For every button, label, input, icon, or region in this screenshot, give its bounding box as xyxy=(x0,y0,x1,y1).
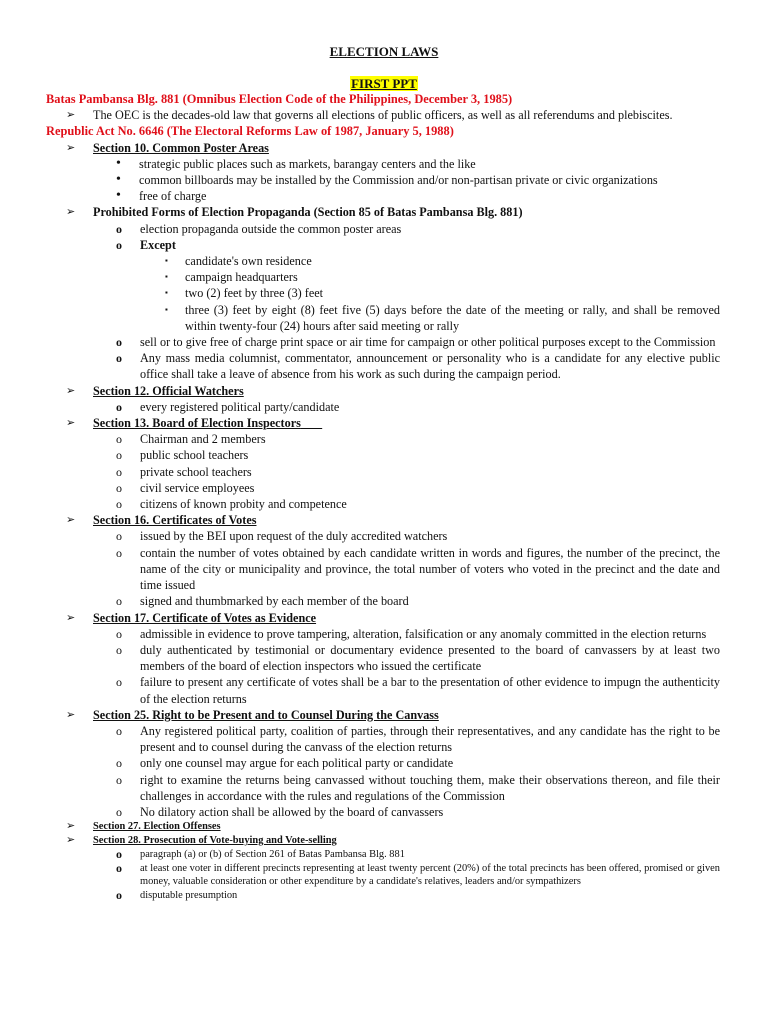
list-item: o every registered political party/candidate xyxy=(116,399,340,414)
list-item: o No dilatory action shall be allowed by the board of canvassers xyxy=(116,804,444,819)
circle-bullet-icon: o xyxy=(116,675,122,690)
list-item: o admissible in evidence to prove tampering, alteration, falsification or any anomaly committed in the election returns xyxy=(116,626,707,641)
circle-bullet-icon: o xyxy=(116,529,122,544)
list-item: o sell or to give free of charge print space or air time for campaign or other political purposes except to the Commission xyxy=(116,335,716,350)
list-item: ▪ three (3) feet by eight (8) feet five (5) days before the date of the meeting or rally, and shall be removed within twenty-four (24) hours after said meeting or rally xyxy=(165,302,720,333)
section-heading: ➢ Prohibited Forms of Election Propaganda (Section 85 of Batas Pambansa Blg. 881) xyxy=(66,205,523,220)
list-item: ▪ campaign headquarters xyxy=(165,270,298,285)
list-item: o citizens of known probity and competence xyxy=(116,497,347,512)
list-item: ▪ two (2) feet by three (3) feet xyxy=(165,286,324,301)
square-bullet-icon: ▪ xyxy=(165,288,168,298)
list-item: • free of charge xyxy=(116,188,207,204)
circle-bullet-icon: o xyxy=(116,626,122,641)
list-item: o signed and thumbmarked by each member of the board xyxy=(116,594,409,609)
list-item: o at least one voter in different precincts representing at least twenty percent (20%) of the total precincts has been offered, promised or given money, valuable consideration or other expenditure by a candidate's relatives, leaders and/or sympathizers xyxy=(116,860,720,888)
circle-bullet-icon: o xyxy=(116,594,122,609)
circle-bullet-icon: o xyxy=(116,432,122,447)
list-item: o paragraph (a) or (b) of Section 261 of Batas Pambansa Blg. 881 xyxy=(116,846,405,861)
circle-bullet-icon: o xyxy=(116,237,122,252)
list-item: o Any mass media columnist, commentator, announcement or personality who is a candidate for any elective public office shall take a leave of absence from his work as such during the campaign period. xyxy=(116,351,720,382)
list-item: o duly authenticated by testimonial or documentary evidence presented to the board of canvassers by at least two members of the board of election inspectors who issued the certificate xyxy=(116,642,720,674)
circle-bullet-icon: o xyxy=(116,756,122,771)
arrow-bullet-icon: ➢ xyxy=(66,417,76,430)
arrow-bullet-icon: ➢ xyxy=(66,141,76,154)
circle-bullet-icon: o xyxy=(116,723,122,738)
section-heading: ➢ Section 28. Prosecution of Vote-buying and Vote-selling xyxy=(66,833,337,846)
circle-bullet-icon: o xyxy=(116,221,122,236)
square-bullet-icon: ▪ xyxy=(165,256,168,266)
circle-bullet-icon: o xyxy=(116,351,122,366)
circle-bullet-icon: o xyxy=(116,642,122,657)
list-item: o failure to present any certificate of votes shall be a bar to the presentation of other evidence to impugn the authenticity of the election returns xyxy=(116,675,720,706)
circle-bullet-icon: o xyxy=(116,497,122,512)
list-item: • common billboards may be installed by the Commission and/or non-partisan private or civic organizations xyxy=(116,172,658,188)
list-item: o Except xyxy=(116,237,176,252)
list-item: o right to examine the returns being canvassed without touching them, make their observations thereon, and file their challenges in accordance with the rules and regulations of the Commission xyxy=(116,772,720,803)
arrow-bullet-icon: ➢ xyxy=(66,514,76,527)
arrow-bullet-icon: ➢ xyxy=(66,708,76,721)
list-item: o Any registered political party, coalition of parties, through their representatives, and any candidate has the right to be present and to counsel during the canvass of the election returns xyxy=(116,723,720,755)
circle-bullet-icon: o xyxy=(116,772,122,787)
section-heading: ➢ Section 17. Certificate of Votes as Evidence xyxy=(66,610,317,625)
circle-bullet-icon: o xyxy=(116,860,122,875)
circle-bullet-icon: o xyxy=(116,545,122,560)
list-item: ➢ The OEC is the decades-old law that governs all elections of public officers, as well as all referendums and plebiscites. xyxy=(66,108,673,123)
document-title: ELECTION LAWS xyxy=(329,44,439,59)
list-item: o election propaganda outside the common poster areas xyxy=(116,221,402,236)
law-heading-bp881: Batas Pambansa Blg. 881 (Omnibus Election Code of the Philippines, December 3, 1985) xyxy=(46,92,513,106)
list-item: o civil service employees xyxy=(116,480,255,495)
list-item: o only one counsel may argue for each political party or candidate xyxy=(116,756,454,771)
dot-bullet-icon: • xyxy=(116,155,121,171)
list-item: ▪ candidate's own residence xyxy=(165,254,312,269)
list-item: o private school teachers xyxy=(116,464,252,479)
law-heading-ra6646: Republic Act No. 6646 (The Electoral Reforms Law of 1987, January 5, 1988) xyxy=(46,124,454,139)
circle-bullet-icon: o xyxy=(116,804,122,819)
arrow-bullet-icon: ➢ xyxy=(66,384,76,397)
section-heading: ➢ Section 10. Common Poster Areas xyxy=(66,140,269,155)
list-item: o Chairman and 2 members xyxy=(116,432,266,447)
arrow-bullet-icon: ➢ xyxy=(66,611,76,624)
circle-bullet-icon: o xyxy=(116,888,122,903)
list-item: o contain the number of votes obtained by each candidate written in words and figures, the number of the precinct, the name of the city or municipality and province, the total number of voters who voted in the precinct and the date and time issued xyxy=(116,545,720,593)
arrow-bullet-icon: ➢ xyxy=(66,833,76,846)
circle-bullet-icon: o xyxy=(116,480,122,495)
dot-bullet-icon: • xyxy=(116,172,121,188)
section-heading: ➢ Section 16. Certificates of Votes xyxy=(66,513,257,528)
section-heading: ➢ Section 13. Board of Election Inspectors xyxy=(66,416,301,431)
circle-bullet-icon: o xyxy=(116,448,122,463)
circle-bullet-icon: o xyxy=(116,846,122,861)
square-bullet-icon: ▪ xyxy=(165,304,168,314)
square-bullet-icon: ▪ xyxy=(165,272,168,282)
section-heading: ➢ Section 27. Election Offenses xyxy=(66,820,221,833)
section-heading: ➢ Section 25. Right to be Present and to Counsel During the Canvass xyxy=(66,707,439,722)
section-heading: ➢ Section 12. Official Watchers xyxy=(66,383,244,398)
list-item: o issued by the BEI upon request of the duly accredited watchers xyxy=(116,529,448,544)
arrow-bullet-icon: ➢ xyxy=(66,206,76,219)
list-item: o public school teachers xyxy=(116,448,249,463)
circle-bullet-icon: o xyxy=(116,464,122,479)
dot-bullet-icon: • xyxy=(116,188,121,204)
document-body xyxy=(46,91,720,903)
arrow-bullet-icon: ➢ xyxy=(66,109,76,122)
highlighted-subtitle: FIRST PPT xyxy=(351,76,417,91)
circle-bullet-icon: o xyxy=(116,335,122,350)
circle-bullet-icon: o xyxy=(116,399,122,414)
arrow-bullet-icon: ➢ xyxy=(66,820,76,833)
document-subtitle xyxy=(0,76,768,92)
list-item: • strategic public places such as markets, barangay centers and the like xyxy=(116,155,476,171)
list-item: o disputable presumption xyxy=(116,888,238,903)
